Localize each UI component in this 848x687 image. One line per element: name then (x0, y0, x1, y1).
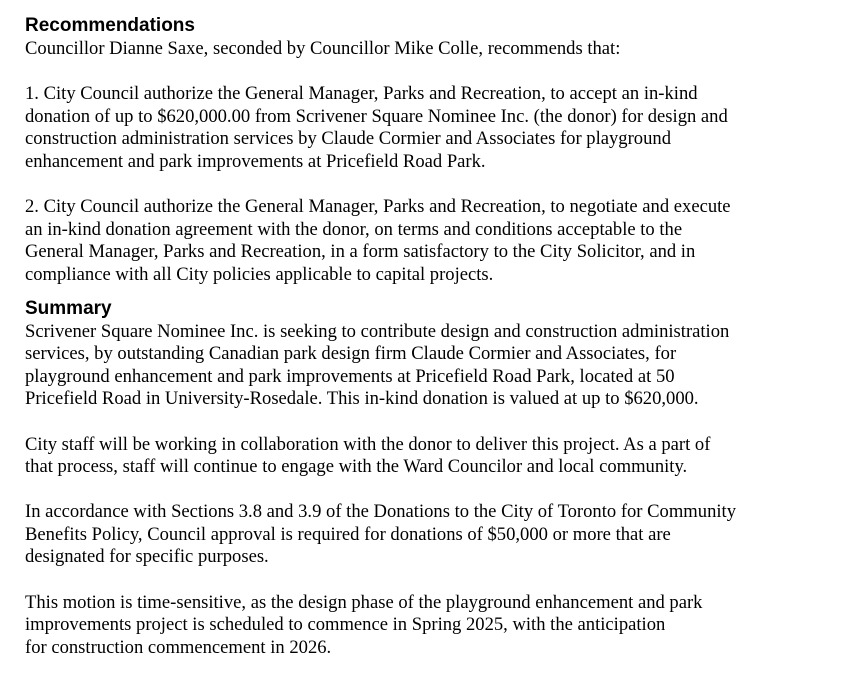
summary-paragraph-3: In accordance with Sections 3.8 and 3.9 of the Donations to the City of Toronto for Community Benefits Policy, Council approval is required for donations of $50,000 or more that are designated for specific purposes. (25, 501, 736, 568)
paragraph-spacer (25, 61, 825, 84)
paragraph-spacer (25, 479, 825, 502)
summary-section (25, 297, 825, 660)
paragraph-spacer (25, 569, 825, 592)
recommendations-heading: Recommendations (25, 15, 195, 36)
document-body (25, 14, 825, 659)
paragraph-spacer (25, 174, 825, 197)
summary-paragraph-1: Scrivener Square Nominee Inc. is seeking to contribute design and construction administration services, by outstanding Canadian park design firm Claude Cormier and Associates, for playground enhancement and park improvements at Pricefield Road Park, located at 50 Pricefield Road in University-Rosedale. This in-kind donation is valued at up to $620,000. (25, 320, 730, 410)
recommendations-intro: Councillor Dianne Saxe, seconded by Councillor Mike Colle, recommends that: (25, 38, 621, 59)
paragraph-spacer (25, 411, 825, 434)
summary-paragraph-4: This motion is time-sensitive, as the design phase of the playground enhancement and park improvements project is scheduled to commence in Spring 2025, with the anticipation for construction commencement in 2026. (25, 591, 703, 658)
recommendation-item-2: 2. City Council authorize the General Manager, Parks and Recreation, to negotiate and execute an in-kind donation agreement with the donor, on terms and conditions acceptable to the General Manager, Parks and Recreation, in a form satisfactory to the City Solicitor, and in compliance with all City policies applicable to capital projects. (25, 196, 731, 285)
summary-heading: Summary (25, 297, 112, 319)
summary-paragraph-2: City staff will be working in collaboration with the donor to deliver this project. As a part of that process, staff will continue to engage with the Ward Councilor and local community. (25, 433, 711, 478)
section-spacer (25, 287, 825, 297)
recommendations-section (25, 14, 825, 287)
recommendation-item-1: 1. City Council authorize the General Manager, Parks and Recreation, to accept an in-kind donation of up to $620,000.00 from Scrivener Square Nominee Inc. (the donor) for design and construction administration services by Claude Cormier and Associates for playground enhancement and park improvements at Pricefield Road Park. (25, 83, 728, 172)
